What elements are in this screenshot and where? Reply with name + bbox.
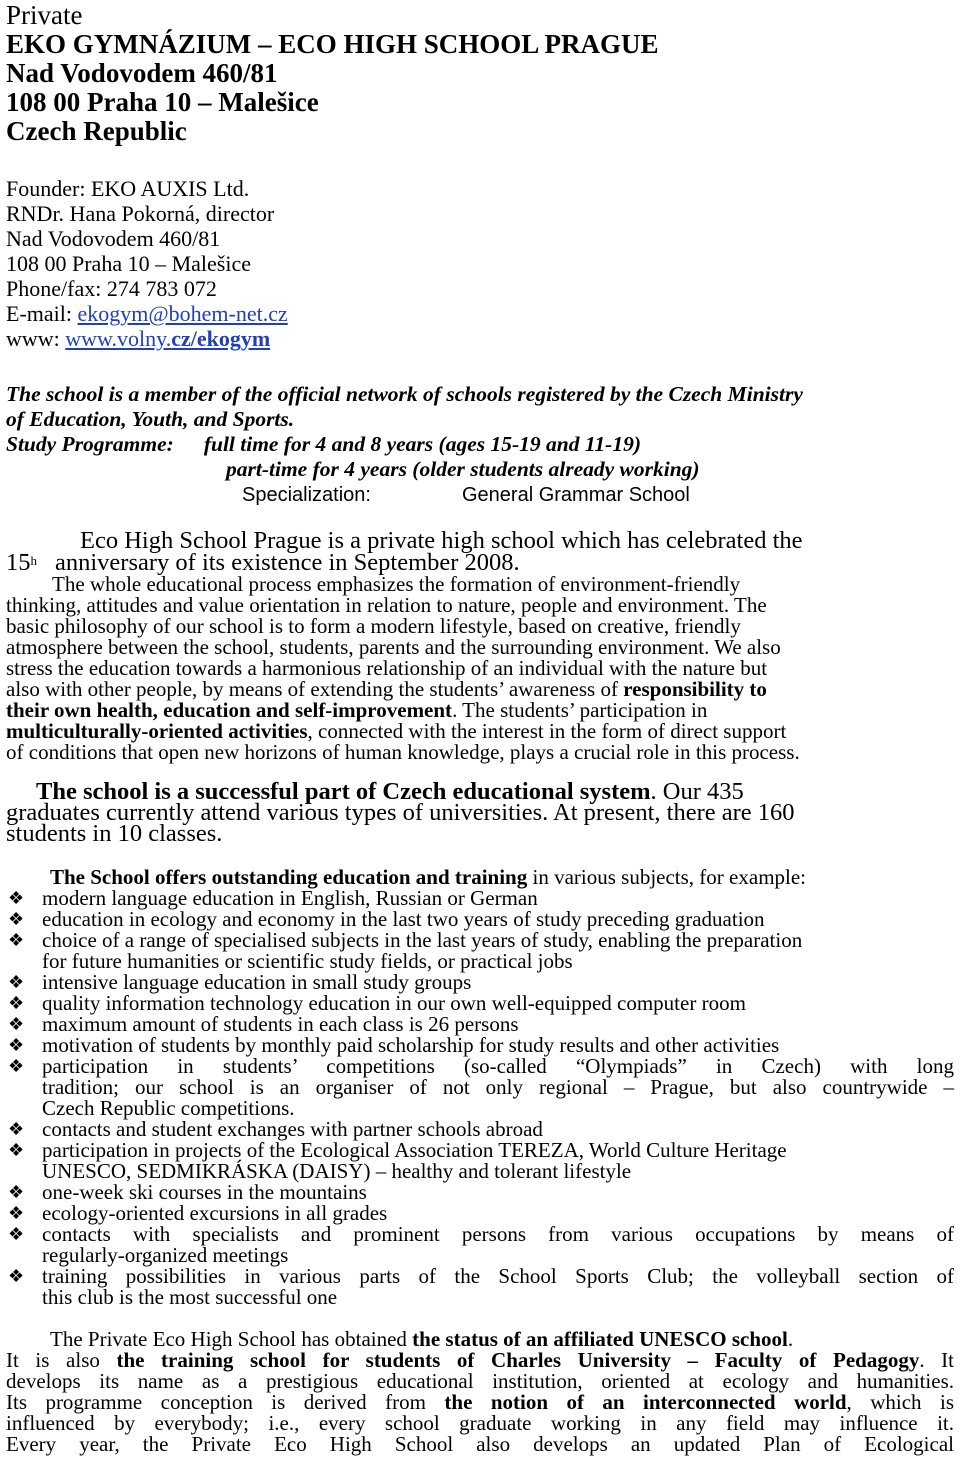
contact-street: Nad Vodovodem 460/81 (6, 226, 221, 251)
diamond-bullet-icon: ❖ (8, 1140, 25, 1160)
school-city: 108 00 Praha 10 – Malešice (6, 87, 319, 117)
study-full: Study Programme: full time for 4 and 8 years (ages 15-19 and 11-19) (6, 432, 641, 456)
offer-item: participation in students’ competitions (so-called “Olympiads” in Czech) with long (42, 1054, 954, 1078)
para3-line-3: students in 10 classes. (6, 820, 223, 847)
offer-item-continued: tradition; our school is an organiser of not only regional – Prague, but also countrywide – (42, 1075, 954, 1099)
founder-line: Founder: EKO AUXIS Ltd. (6, 176, 250, 201)
offer-item-continued: this club is the most successful one (42, 1285, 338, 1309)
para4-line-6: Every year, the Private Eco High School also develops an updated Plan of Ecological (6, 1432, 954, 1456)
offers-lead: The School offers outstanding education and training in various subjects, for example: (50, 865, 807, 889)
diamond-bullet-icon: ❖ (8, 1266, 25, 1286)
offer-item: motivation of students by monthly paid scholarship for study results and other activities (42, 1033, 780, 1057)
para1-line-2: 15$^h$ anniversary of its existence in September 2008. (6, 549, 520, 576)
para3-line-2: graduates currently attend various types of universities. At present, there are 160 (6, 799, 795, 826)
director-line: RNDr. Hana Pokorná, director (6, 201, 275, 226)
para2-line-5: stress the education towards a harmonious relationship of an individual with the nature but (6, 656, 768, 680)
diamond-bullet-icon: ❖ (8, 1014, 25, 1034)
diamond-bullet-icon: ❖ (8, 888, 25, 908)
email-label: E-mail: (6, 301, 78, 326)
offer-item: ecology-oriented excursions in all grades (42, 1201, 388, 1225)
diamond-bullet-icon: ❖ (8, 1035, 25, 1055)
para2-line-7: their own health, education and self-improvement. The students’ participation in (6, 698, 708, 722)
offer-item: participation in projects of the Ecological Association TEREZA, World Culture Heritage (42, 1138, 787, 1162)
private-label: Private (6, 0, 83, 30)
offer-item: modern language education in English, Russian or German (42, 886, 538, 910)
www-line (6, 326, 270, 351)
diamond-bullet-icon: ❖ (8, 1182, 25, 1202)
para1-line-1: Eco High School Prague is a private high school which has celebrated the (80, 527, 803, 554)
email-line (6, 301, 288, 326)
diamond-bullet-icon: ❖ (8, 930, 25, 950)
offer-item: quality information technology education in our own well-equipped computer room (42, 991, 746, 1015)
diamond-bullet-icon: ❖ (8, 993, 25, 1013)
para2-line-9: of conditions that open new horizons of human knowledge, plays a crucial role in this process. (6, 740, 800, 764)
offer-item-continued: Czech Republic competitions. (42, 1096, 295, 1120)
specialization-label: Specialization: (242, 484, 371, 506)
para4-line-3: develops its name as a prestigious educational institution, oriented at ecology and humanities. (6, 1369, 954, 1393)
diamond-bullet-icon: ❖ (8, 1224, 25, 1244)
diamond-bullet-icon: ❖ (8, 1056, 25, 1076)
para2-line-4: atmosphere between the school, students, parents and the surrounding environment. We also (6, 635, 781, 659)
para2-line-1: The whole educational process emphasizes the formation of environment-friendly (52, 572, 741, 596)
offer-item: contacts with specialists and prominent persons from various occupations by means of (42, 1222, 954, 1246)
member-line-1: The school is a member of the official network of schools registered by the Czech Ministry (6, 382, 803, 406)
www-label: www: (6, 326, 66, 351)
phone-line: Phone/fax: 274 783 072 (6, 276, 217, 301)
offer-item: education in ecology and economy in the last two years of study preceding graduation (42, 907, 765, 931)
para2-line-3: basic philosophy of our school is to form a modern lifestyle, based on creative, friendly (6, 614, 741, 638)
diamond-bullet-icon: ❖ (8, 1119, 25, 1139)
www-link[interactable]: www.volny.cz/ekogym (65, 326, 271, 351)
para4-line-4: Its programme conception is derived from the notion of an interconnected world, which is (6, 1390, 955, 1414)
contact-city: 108 00 Praha 10 – Malešice (6, 251, 251, 276)
para2-line-8: multiculturally-oriented activities, connected with the interest in the form of direct support (6, 719, 787, 743)
offer-item-continued: regularly-organized meetings (42, 1243, 289, 1267)
para2-line-6: also with other people, by means of extending the students’ awareness of responsibility to (6, 677, 767, 701)
school-street: Nad Vodovodem 460/81 (6, 58, 278, 88)
offer-item: one-week ski courses in the mountains (42, 1180, 367, 1204)
para3-line-1: The school is a successful part of Czech educational system. Our 435 (36, 778, 744, 805)
study-part: part-time for 4 years (older students already working) (226, 457, 700, 481)
school-name: EKO GYMNÁZIUM – ECO HIGH SCHOOL PRAGUE (6, 29, 659, 59)
specialization-value: General Grammar School (462, 484, 690, 506)
offer-item: maximum amount of students in each class is 26 persons (42, 1012, 519, 1036)
offer-item: intensive language education in small study groups (42, 970, 472, 994)
offer-item: training possibilities in various parts of the School Sports Club; the volleyball section of (42, 1264, 954, 1288)
offer-item-continued: for future humanities or scientific study fields, or practical jobs (42, 949, 573, 973)
para2-line-2: thinking, attitudes and value orientation in relation to nature, people and environment. The (6, 593, 767, 617)
diamond-bullet-icon: ❖ (8, 1203, 25, 1223)
para4-line-5: influenced by everybody; i.e., every school graduate working in any field may influence it. (6, 1411, 954, 1435)
member-line-2: of Education, Youth, and Sports. (6, 407, 295, 431)
offer-item: contacts and student exchanges with partner schools abroad (42, 1117, 543, 1141)
email-link[interactable]: ekogym@bohem-net.cz (77, 301, 288, 326)
para4-line-1: The Private Eco High School has obtained the status of an affiliated UNESCO school. (50, 1327, 794, 1351)
diamond-bullet-icon: ❖ (8, 909, 25, 929)
para4-line-2: It is also the training school for students of Charles University – Faculty of Pedagogy. It (6, 1348, 955, 1372)
offer-item-continued: UNESCO, SEDMIKRÁSKA (DAISY) – healthy and tolerant lifestyle (42, 1159, 632, 1183)
offer-item: choice of a range of specialised subjects in the last years of study, enabling the preparation (42, 928, 803, 952)
school-country: Czech Republic (6, 116, 187, 146)
diamond-bullet-icon: ❖ (8, 972, 25, 992)
